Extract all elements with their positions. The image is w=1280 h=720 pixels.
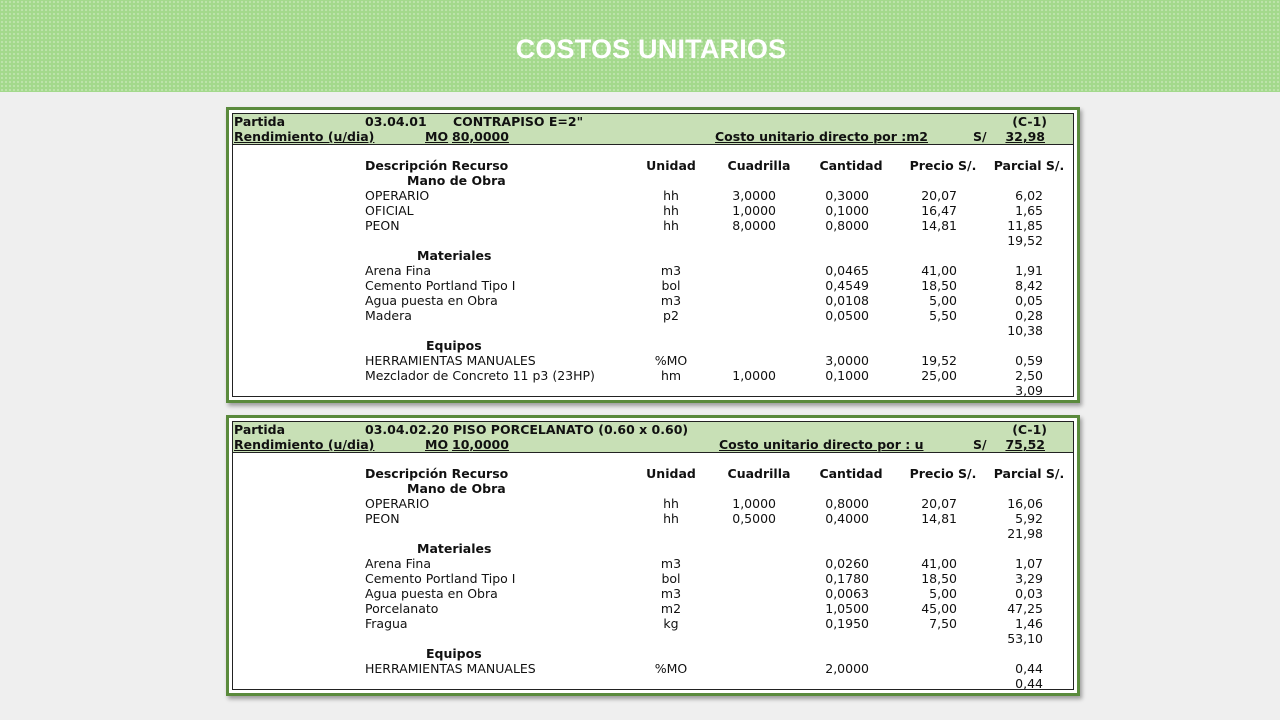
row-parcial: 5,92 <box>1015 511 1043 526</box>
row-cuadrilla: 1,0000 <box>732 496 776 511</box>
rendimiento-label: Rendimiento (u/dia) <box>234 129 375 144</box>
row-cantidad: 0,0063 <box>825 586 869 601</box>
costo-total: 32,98 <box>1005 129 1045 144</box>
row-cantidad: 0,0260 <box>825 556 869 571</box>
row-precio: 18,50 <box>921 278 957 293</box>
row-cantidad: 3,0000 <box>825 353 869 368</box>
group-title: Materiales <box>417 541 492 556</box>
row-unidad: hh <box>663 203 679 218</box>
row-parcial: 1,07 <box>1015 556 1043 571</box>
row-cantidad: 0,8000 <box>825 218 869 233</box>
row-cantidad: 0,0465 <box>825 263 869 278</box>
row-unidad: bol <box>661 278 681 293</box>
row-cuadrilla: 3,0000 <box>732 188 776 203</box>
page-title: COSTOS UNITARIOS <box>515 34 787 64</box>
row-unidad: m3 <box>660 586 682 601</box>
row-cuadrilla: 1,0000 <box>732 203 776 218</box>
group-subtotal: 19,52 <box>1007 233 1043 248</box>
row-unidad: hm <box>660 368 682 383</box>
partida-name: PISO PORCELANATO (0.60 x 0.60) <box>453 422 689 437</box>
group-subtotal: 3,09 <box>1015 383 1043 397</box>
row-unidad: m2 <box>660 601 682 616</box>
row-parcial: 6,02 <box>1015 188 1043 203</box>
row-unidad: m3 <box>660 293 682 308</box>
currency: S/ <box>973 437 987 452</box>
row-cantidad: 0,0500 <box>825 308 869 323</box>
row-cantidad: 0,1950 <box>825 616 869 631</box>
row-parcial: 0,03 <box>1015 586 1043 601</box>
group-subtotal: 53,10 <box>1007 631 1043 646</box>
group-title: Materiales <box>417 248 492 263</box>
row-parcial: 0,59 <box>1015 353 1043 368</box>
row-unidad: %MO <box>654 661 688 676</box>
row-parcial: 0,05 <box>1015 293 1043 308</box>
col-header-descripcion: Descripción Recurso <box>365 466 509 481</box>
mo-label: MO <box>425 437 449 452</box>
group-title: Equipos <box>426 338 482 353</box>
row-parcial: 1,91 <box>1015 263 1043 278</box>
group-subtotal: 0,44 <box>1015 676 1043 690</box>
row-cuadrilla: 0,5000 <box>732 511 776 526</box>
rendimiento-label: Rendimiento (u/dia) <box>234 437 375 452</box>
row-unidad: hh <box>663 496 679 511</box>
row-cantidad: 0,3000 <box>825 188 869 203</box>
row-parcial: 11,85 <box>1007 218 1043 233</box>
group-subtotal: 21,98 <box>1007 526 1043 541</box>
partida-label: Partida <box>234 114 286 129</box>
row-unidad: p2 <box>663 308 679 323</box>
row-parcial: 47,25 <box>1007 601 1043 616</box>
row-precio: 5,00 <box>929 586 957 601</box>
row-unidad: hh <box>663 188 679 203</box>
row-parcial: 2,50 <box>1015 368 1043 383</box>
col-header-precio: Precio S/. <box>909 466 977 481</box>
col-header-unidad: Unidad <box>646 158 696 173</box>
row-descripcion: Porcelanato <box>365 601 439 616</box>
sheet-body <box>232 421 1074 690</box>
partida-name: CONTRAPISO E=2" <box>453 114 584 129</box>
row-descripcion: Madera <box>365 308 412 323</box>
row-descripcion: Arena Fina <box>365 263 431 278</box>
group-title: Equipos <box>426 646 482 661</box>
row-descripcion: OPERARIO <box>365 188 430 203</box>
row-precio: 7,50 <box>929 616 957 631</box>
partida-label: Partida <box>234 422 286 437</box>
row-unidad: kg <box>663 616 679 631</box>
costo-label: Costo unitario directo por : u <box>719 437 924 452</box>
col-header-precio: Precio S/. <box>909 158 977 173</box>
mo-value: 10,0000 <box>452 437 509 452</box>
row-descripcion: HERRAMIENTAS MANUALES <box>365 661 536 676</box>
row-precio: 41,00 <box>921 556 957 571</box>
row-precio: 5,50 <box>929 308 957 323</box>
mo-label: MO <box>425 129 449 144</box>
col-header-cantidad: Cantidad <box>819 466 883 481</box>
col-header-unidad: Unidad <box>646 466 696 481</box>
row-unidad: bol <box>661 571 681 586</box>
row-descripcion: PEON <box>365 218 400 233</box>
row-unidad: hh <box>663 218 679 233</box>
row-descripcion: Arena Fina <box>365 556 431 571</box>
row-cantidad: 0,8000 <box>825 496 869 511</box>
group-subtotal: 10,38 <box>1007 323 1043 338</box>
row-cantidad: 0,4549 <box>825 278 869 293</box>
group-title: Mano de Obra <box>407 173 506 188</box>
row-parcial: 8,42 <box>1015 278 1043 293</box>
col-header-cantidad: Cantidad <box>819 158 883 173</box>
row-precio: 14,81 <box>921 218 957 233</box>
code-ref: (C-1) <box>1012 114 1047 129</box>
mo-value: 80,0000 <box>452 129 509 144</box>
row-cantidad: 0,4000 <box>825 511 869 526</box>
row-precio: 25,00 <box>921 368 957 383</box>
row-unidad: m3 <box>660 263 682 278</box>
col-header-cuadrilla: Cuadrilla <box>727 158 791 173</box>
title-banner <box>0 0 1280 92</box>
row-precio: 41,00 <box>921 263 957 278</box>
row-descripcion: Cemento Portland Tipo I <box>365 278 516 293</box>
row-cantidad: 2,0000 <box>825 661 869 676</box>
row-descripcion: OFICIAL <box>365 203 414 218</box>
row-precio: 45,00 <box>921 601 957 616</box>
row-cantidad: 0,1000 <box>825 203 869 218</box>
row-cantidad: 0,1000 <box>825 368 869 383</box>
col-header-parcial: Parcial S/. <box>993 158 1065 173</box>
row-descripcion: Fragua <box>365 616 408 631</box>
group-title: Mano de Obra <box>407 481 506 496</box>
row-precio: 14,81 <box>921 511 957 526</box>
row-precio: 20,07 <box>921 188 957 203</box>
row-parcial: 0,44 <box>1015 661 1043 676</box>
partida-code: 03.04.02.20 <box>365 422 449 437</box>
row-descripcion: Cemento Portland Tipo I <box>365 571 516 586</box>
code-ref: (C-1) <box>1012 422 1047 437</box>
row-parcial: 16,06 <box>1007 496 1043 511</box>
row-cuadrilla: 8,0000 <box>732 218 776 233</box>
row-cantidad: 0,1780 <box>825 571 869 586</box>
row-descripcion: Agua puesta en Obra <box>365 586 498 601</box>
row-cuadrilla: 1,0000 <box>732 368 776 383</box>
partida-code: 03.04.01 <box>365 114 427 129</box>
row-cantidad: 1,0500 <box>825 601 869 616</box>
row-parcial: 1,46 <box>1015 616 1043 631</box>
row-descripcion: PEON <box>365 511 400 526</box>
cost-sheet-contrapiso <box>226 107 1080 403</box>
row-precio: 20,07 <box>921 496 957 511</box>
sheet-body <box>232 113 1074 397</box>
costo-label: Costo unitario directo por :m2 <box>715 129 928 144</box>
row-precio: 18,50 <box>921 571 957 586</box>
row-unidad: %MO <box>654 353 688 368</box>
row-descripcion: Agua puesta en Obra <box>365 293 498 308</box>
row-descripcion: Mezclador de Concreto 11 p3 (23HP) <box>365 368 595 383</box>
row-cantidad: 0,0108 <box>825 293 869 308</box>
row-parcial: 1,65 <box>1015 203 1043 218</box>
row-unidad: m3 <box>660 556 682 571</box>
cost-sheet-porcelanato <box>226 415 1080 696</box>
currency: S/ <box>973 129 987 144</box>
row-precio: 19,52 <box>921 353 957 368</box>
row-descripcion: OPERARIO <box>365 496 430 511</box>
col-header-parcial: Parcial S/. <box>993 466 1065 481</box>
costo-total: 75,52 <box>1005 437 1045 452</box>
row-parcial: 3,29 <box>1015 571 1043 586</box>
col-header-descripcion: Descripción Recurso <box>365 158 509 173</box>
row-parcial: 0,28 <box>1015 308 1043 323</box>
row-precio: 5,00 <box>929 293 957 308</box>
row-descripcion: HERRAMIENTAS MANUALES <box>365 353 536 368</box>
row-unidad: hh <box>663 511 679 526</box>
col-header-cuadrilla: Cuadrilla <box>727 466 791 481</box>
row-precio: 16,47 <box>921 203 957 218</box>
